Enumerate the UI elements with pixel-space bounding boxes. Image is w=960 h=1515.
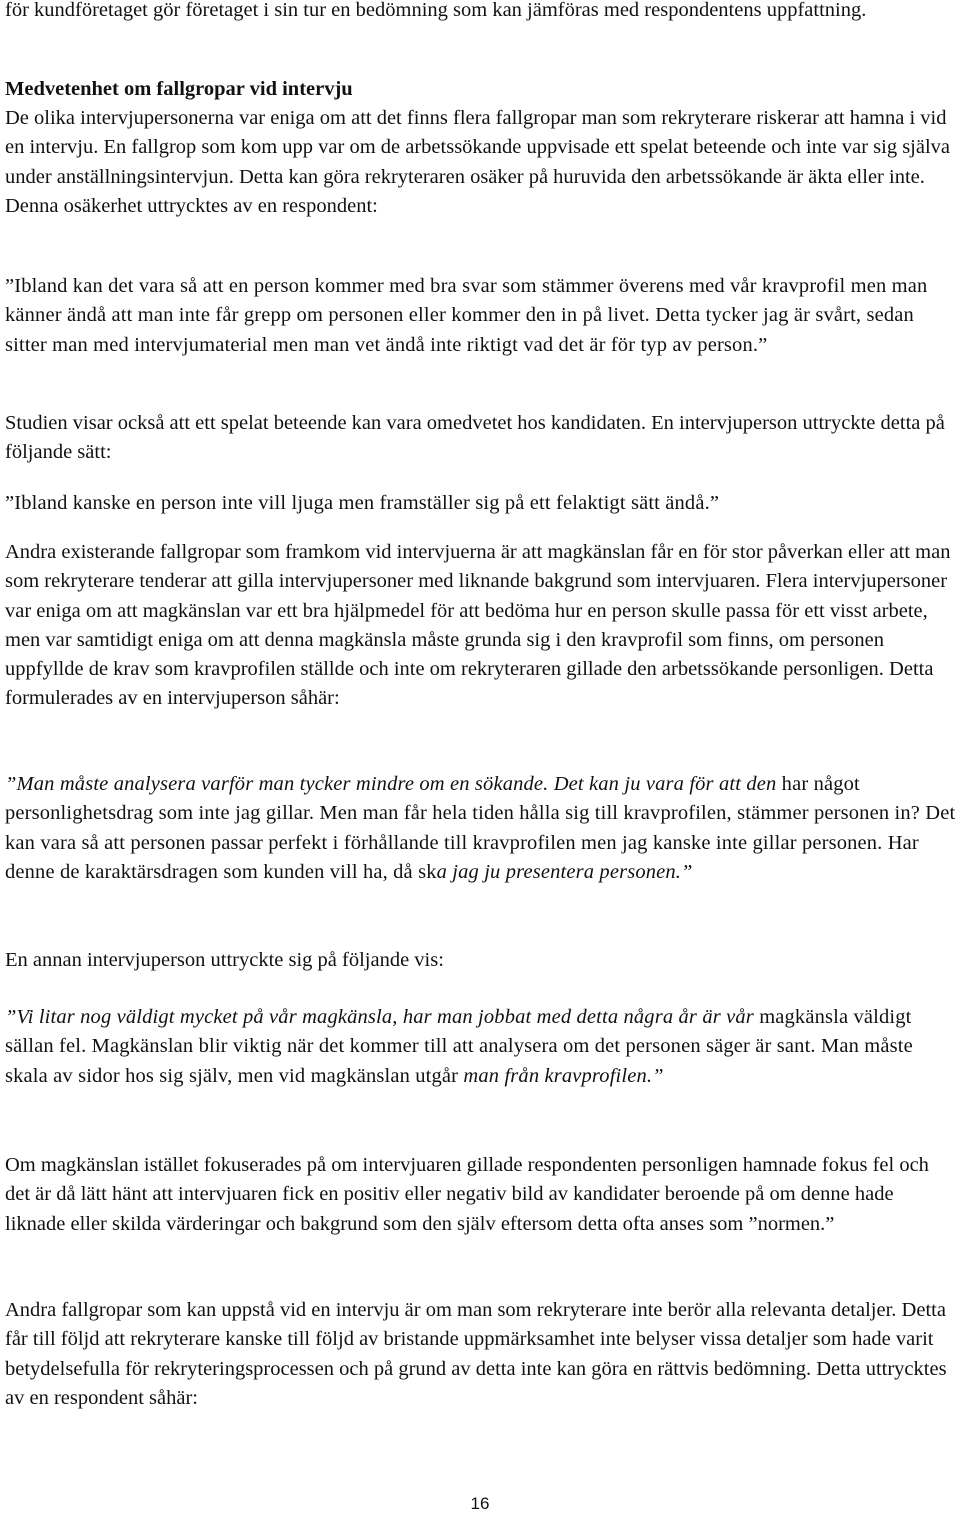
- paragraph-relevant-details: Andra fallgropar som kan uppstå vid en intervju är om man som rekryterare inte berör alla relevanta detaljer. Detta får till följd att rekryterare kanske till följd av bristande uppmärksamhet inte belyser vissa detaljer som hade varit betydelsefulla för rekryteringsprocessen och på grund av detta inte kan göra en rättvis bedömning. Detta uttrycktes av en respondent såhär:: [5, 1299, 947, 1409]
- page-number: 16: [470, 1494, 490, 1513]
- paragraph-personal-liking: Om magkänslan istället fokuserades på om intervjuaren gillade respondenten personligen hamnade fokus fel och det är då lätt hänt att intervjuaren fick en positiv eller negativ bild av kandidater beroende på om denne hade liknade eller skilda värderingar och bakgrund som den själv eftersom detta ofta anses som ”normen.”: [5, 1154, 929, 1235]
- quote-3-italic-start: ”Man måste analysera varför man tycker mindre om en sökande. Det kan ju vara för att den: [5, 773, 777, 795]
- quote-respondent-1: ”Ibland kan det vara så att en person kommer med bra svar som stämmer överens med vår kravprofil men man känner ändå att man inte får grepp om personen eller kommer den in på livet. Detta tycker jag är svårt, sedan sitter man med intervjumaterial men man vet ändå inte riktigt vad det är för typ av person.”: [5, 275, 928, 356]
- quote-4-italic-end: man från kravprofilen.”: [463, 1064, 664, 1087]
- quote-4-italic-start: ”Vi litar nog väldigt mycket på vår magkänsla, har man jobbat med detta några år är vår: [5, 1006, 754, 1028]
- quote-respondent-2: ”Ibland kanske en person inte vill ljuga men framställer sig på ett felaktigt sätt ändå.”: [5, 492, 720, 514]
- quote-3-italic-end: a jag ju presentera personen.”: [436, 860, 693, 883]
- quote-respondent-3: [5, 770, 957, 887]
- paragraph-gut-feeling: Andra existerande fallgropar som framkom vid intervjuerna är att magkänslan får en för stor påverkan eller att man som rekryterare tenderar att gilla intervjupersoner med liknande bakgrund som intervjuaren. Flera intervjupersoner var eniga om att magkänslan var ett bra hjälpmedel för att bedöma hur en person skulle passa för ett visst arbete, men var samtidigt eniga om att denna magkänsla måste grunda sig i den kravprofil som finns, om personen uppfyllde de krav som kravprofilen ställde och inte om rekryteraren gillade den arbetssökande personligen. Detta formulerades av en intervjuperson såhär:: [5, 541, 951, 710]
- paragraph-another-respondent: En annan intervjuperson uttryckte sig på följande vis:: [5, 949, 444, 971]
- paragraph-intro-continuation: för kundföretaget gör företaget i sin tur en bedömning som kan jämföras med respondentens uppfattning.: [5, 0, 867, 21]
- quote-4-body: magkänsla väldigt sällan fel. Magkänslan blir viktig när det kommer till att analysera om det personen säger är sant. Man måste skala av sidor hos sig själv, men vid magkänslan utgår: [5, 1006, 913, 1087]
- section-heading: Medvetenhet om fallgropar vid intervju: [5, 78, 353, 100]
- quote-respondent-4: [5, 1003, 957, 1091]
- paragraph-pitfalls-intro: De olika intervjupersonerna var eniga om att det finns flera fallgropar man som rekryterare riskerar att hamna i vid en intervju. En fallgrop som kom upp var om de arbetssökande uppvisade ett spelat beteende och inte var sig själva under anställningsintervjun. Detta kan göra rekryteraren osäker på huruvida den arbetssökande är äkta eller inte. Denna osäkerhet uttrycktes av en respondent:: [5, 107, 951, 217]
- paragraph-unconscious-behaviour: Studien visar också att ett spelat beteende kan vara omedvetet hos kandidaten. En intervjuperson uttryckte detta på följande sätt:: [5, 412, 945, 464]
- quote-3-body: har något personlighetsdrag som inte jag gillar. Men man får hela tiden hålla sig till kravprofilen, stämmer personen in? Det kan vara så att personen passar perfekt i förhållande till kravprofilen men jag kanske inte gillar personen. Har denne de karaktärsdragen som kunden vill ha, då sk: [5, 773, 956, 883]
